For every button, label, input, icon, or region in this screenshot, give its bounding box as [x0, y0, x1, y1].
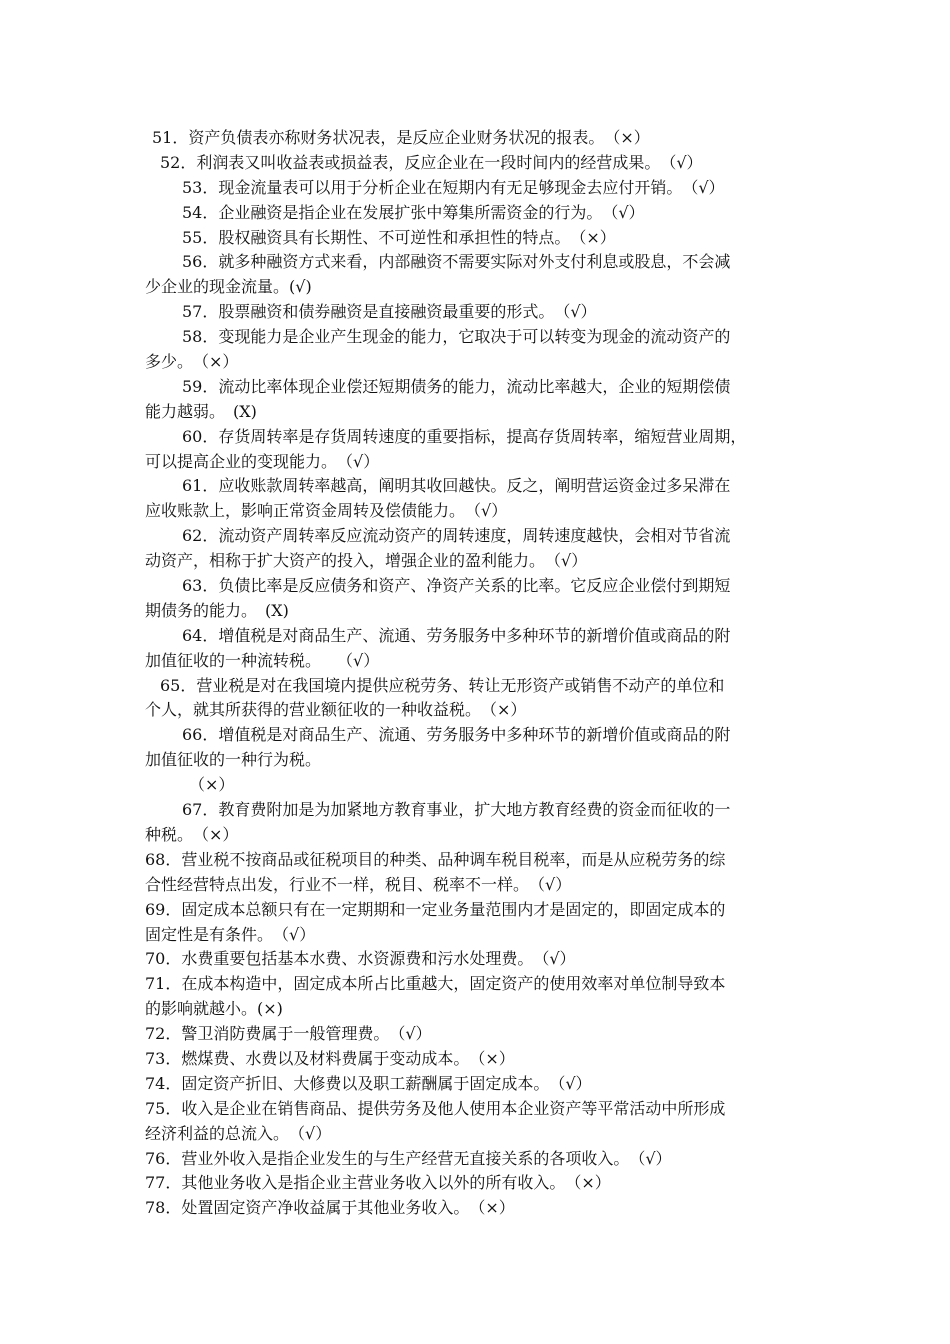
text-line: 可以提高企业的变现能力。 （√）	[145, 451, 380, 471]
text-line: 66．增值税是对商品生产、流通、劳务服务中多种环节的新增价值或商品的附	[182, 725, 731, 745]
text-line: 能力越弱。 (X)	[145, 401, 257, 421]
text-line: 77．其他业务收入是指企业主营业务收入以外的所有收入。 （×）	[145, 1173, 611, 1193]
text-line: 65．营业税是对在我国境内提供应税劳务、转让无形资产或销售不动产的单位和	[160, 675, 725, 695]
text-line: 固定性是有条件。 （√）	[145, 924, 316, 944]
text-line: 57．股票融资和债券融资是直接融资最重要的形式。 （√）	[182, 302, 597, 322]
text-line: 加值征收的一种流转税。 （√）	[145, 650, 380, 670]
text-line: 应收账款上，影响正常资金周转及偿债能力。 （√）	[145, 501, 508, 521]
text-line: 少企业的现金流量。(√)	[145, 277, 312, 297]
text-line: 加值征收的一种行为税。	[145, 750, 322, 770]
text-line: 62．流动资产周转率反应流动资产的周转速度，周转速度越快，会相对节省流	[182, 526, 731, 546]
text-line: （×）	[189, 775, 235, 795]
text-line: 53．现金流量表可以用于分析企业在短期内有无足够现金去应付开销。 （√）	[182, 177, 725, 197]
text-line: 51．资产负债表亦称财务状况表，是反应企业财务状况的报表。 （×）	[152, 128, 650, 147]
text-line: 67．教育费附加是为加紧地方教育事业，扩大地方教育经费的资金而征收的一	[182, 800, 731, 820]
text-line: 64．增值税是对商品生产、流通、劳务服务中多种环节的新增价值或商品的附	[182, 625, 731, 645]
text-line: 多少。 （×）	[145, 352, 239, 372]
text-line: 个人，就其所获得的营业额征收的一种收益税。 （×）	[145, 700, 527, 720]
text-line: 74．固定资产折旧、大修费以及职工薪酬属于固定成本。 （√）	[145, 1073, 592, 1093]
text-line: 动资产，相称于扩大资产的投入，增强企业的盈利能力。 （√）	[145, 551, 588, 571]
text-line: 63．负债比率是反应债务和资产、净资产关系的比率。它反应企业偿付到期短	[182, 576, 731, 596]
text-line: 合性经营特点出发，行业不一样，税目、税率不一样。 （√）	[145, 874, 572, 894]
text-line: 54．企业融资是指企业在发展扩张中筹集所需资金的行为。 （√）	[182, 202, 645, 222]
text-line: 69．固定成本总额只有在一定期期和一定业务量范围内才是固定的，即固定成本的	[145, 899, 726, 919]
text-line: 58．变现能力是企业产生现金的能力，它取决于可以转变为现金的流动资产的	[182, 327, 731, 347]
text-line: 55．股权融资具有长期性、不可逆性和承担性的特点。 （×）	[182, 227, 616, 247]
text-line: 种税。 （×）	[145, 824, 239, 844]
text-line: 经济利益的总流入。 （√）	[145, 1123, 332, 1143]
text-line: 73．燃煤费、水费以及材料费属于变动成本。 （×）	[145, 1048, 515, 1068]
text-line: 60．存货周转率是存货周转速度的重要指标，提高存货周转率，缩短营业周期，	[182, 426, 747, 446]
text-line: 56．就多种融资方式来看，内部融资不需要实际对外支付利息或股息，不会减	[182, 252, 731, 272]
document-body	[0, 126, 950, 1221]
text-line: 61．应收账款周转率越高，阐明其收回越快。反之，阐明营运资金过多呆滞在	[182, 476, 731, 496]
text-line: 71．在成本构造中，固定成本所占比重越大，固定资产的使用效率对单位制导致本	[145, 974, 726, 994]
text-line: 的影响就越小。(×)	[145, 999, 283, 1019]
text-line: 68．营业税不按商品或征税项目的种类、品种调车税目税率，而是从应税劳务的综	[145, 849, 726, 869]
text-line: 期债务的能力。 (X)	[145, 600, 289, 620]
text-line: 52．利润表又叫收益表或损益表，反应企业在一段时间内的经营成果。 （√）	[160, 152, 703, 172]
text-line: 72．警卫消防费属于一般管理费。 （√）	[145, 1024, 432, 1044]
text-line: 76．营业外收入是指企业发生的与生产经营无直接关系的各项收入。 （√）	[145, 1148, 672, 1168]
text-line: 75．收入是企业在销售商品、提供劳务及他人使用本企业资产等平常活动中所形成	[145, 1098, 726, 1118]
text-line: 59．流动比率体现企业偿还短期债务的能力，流动比率越大，企业的短期偿债	[182, 376, 731, 396]
text-line: 78．处置固定资产净收益属于其他业务收入。 （×）	[145, 1198, 515, 1218]
text-line: 70．水费重要包括基本水费、水资源费和污水处理费。 （√）	[145, 949, 576, 969]
